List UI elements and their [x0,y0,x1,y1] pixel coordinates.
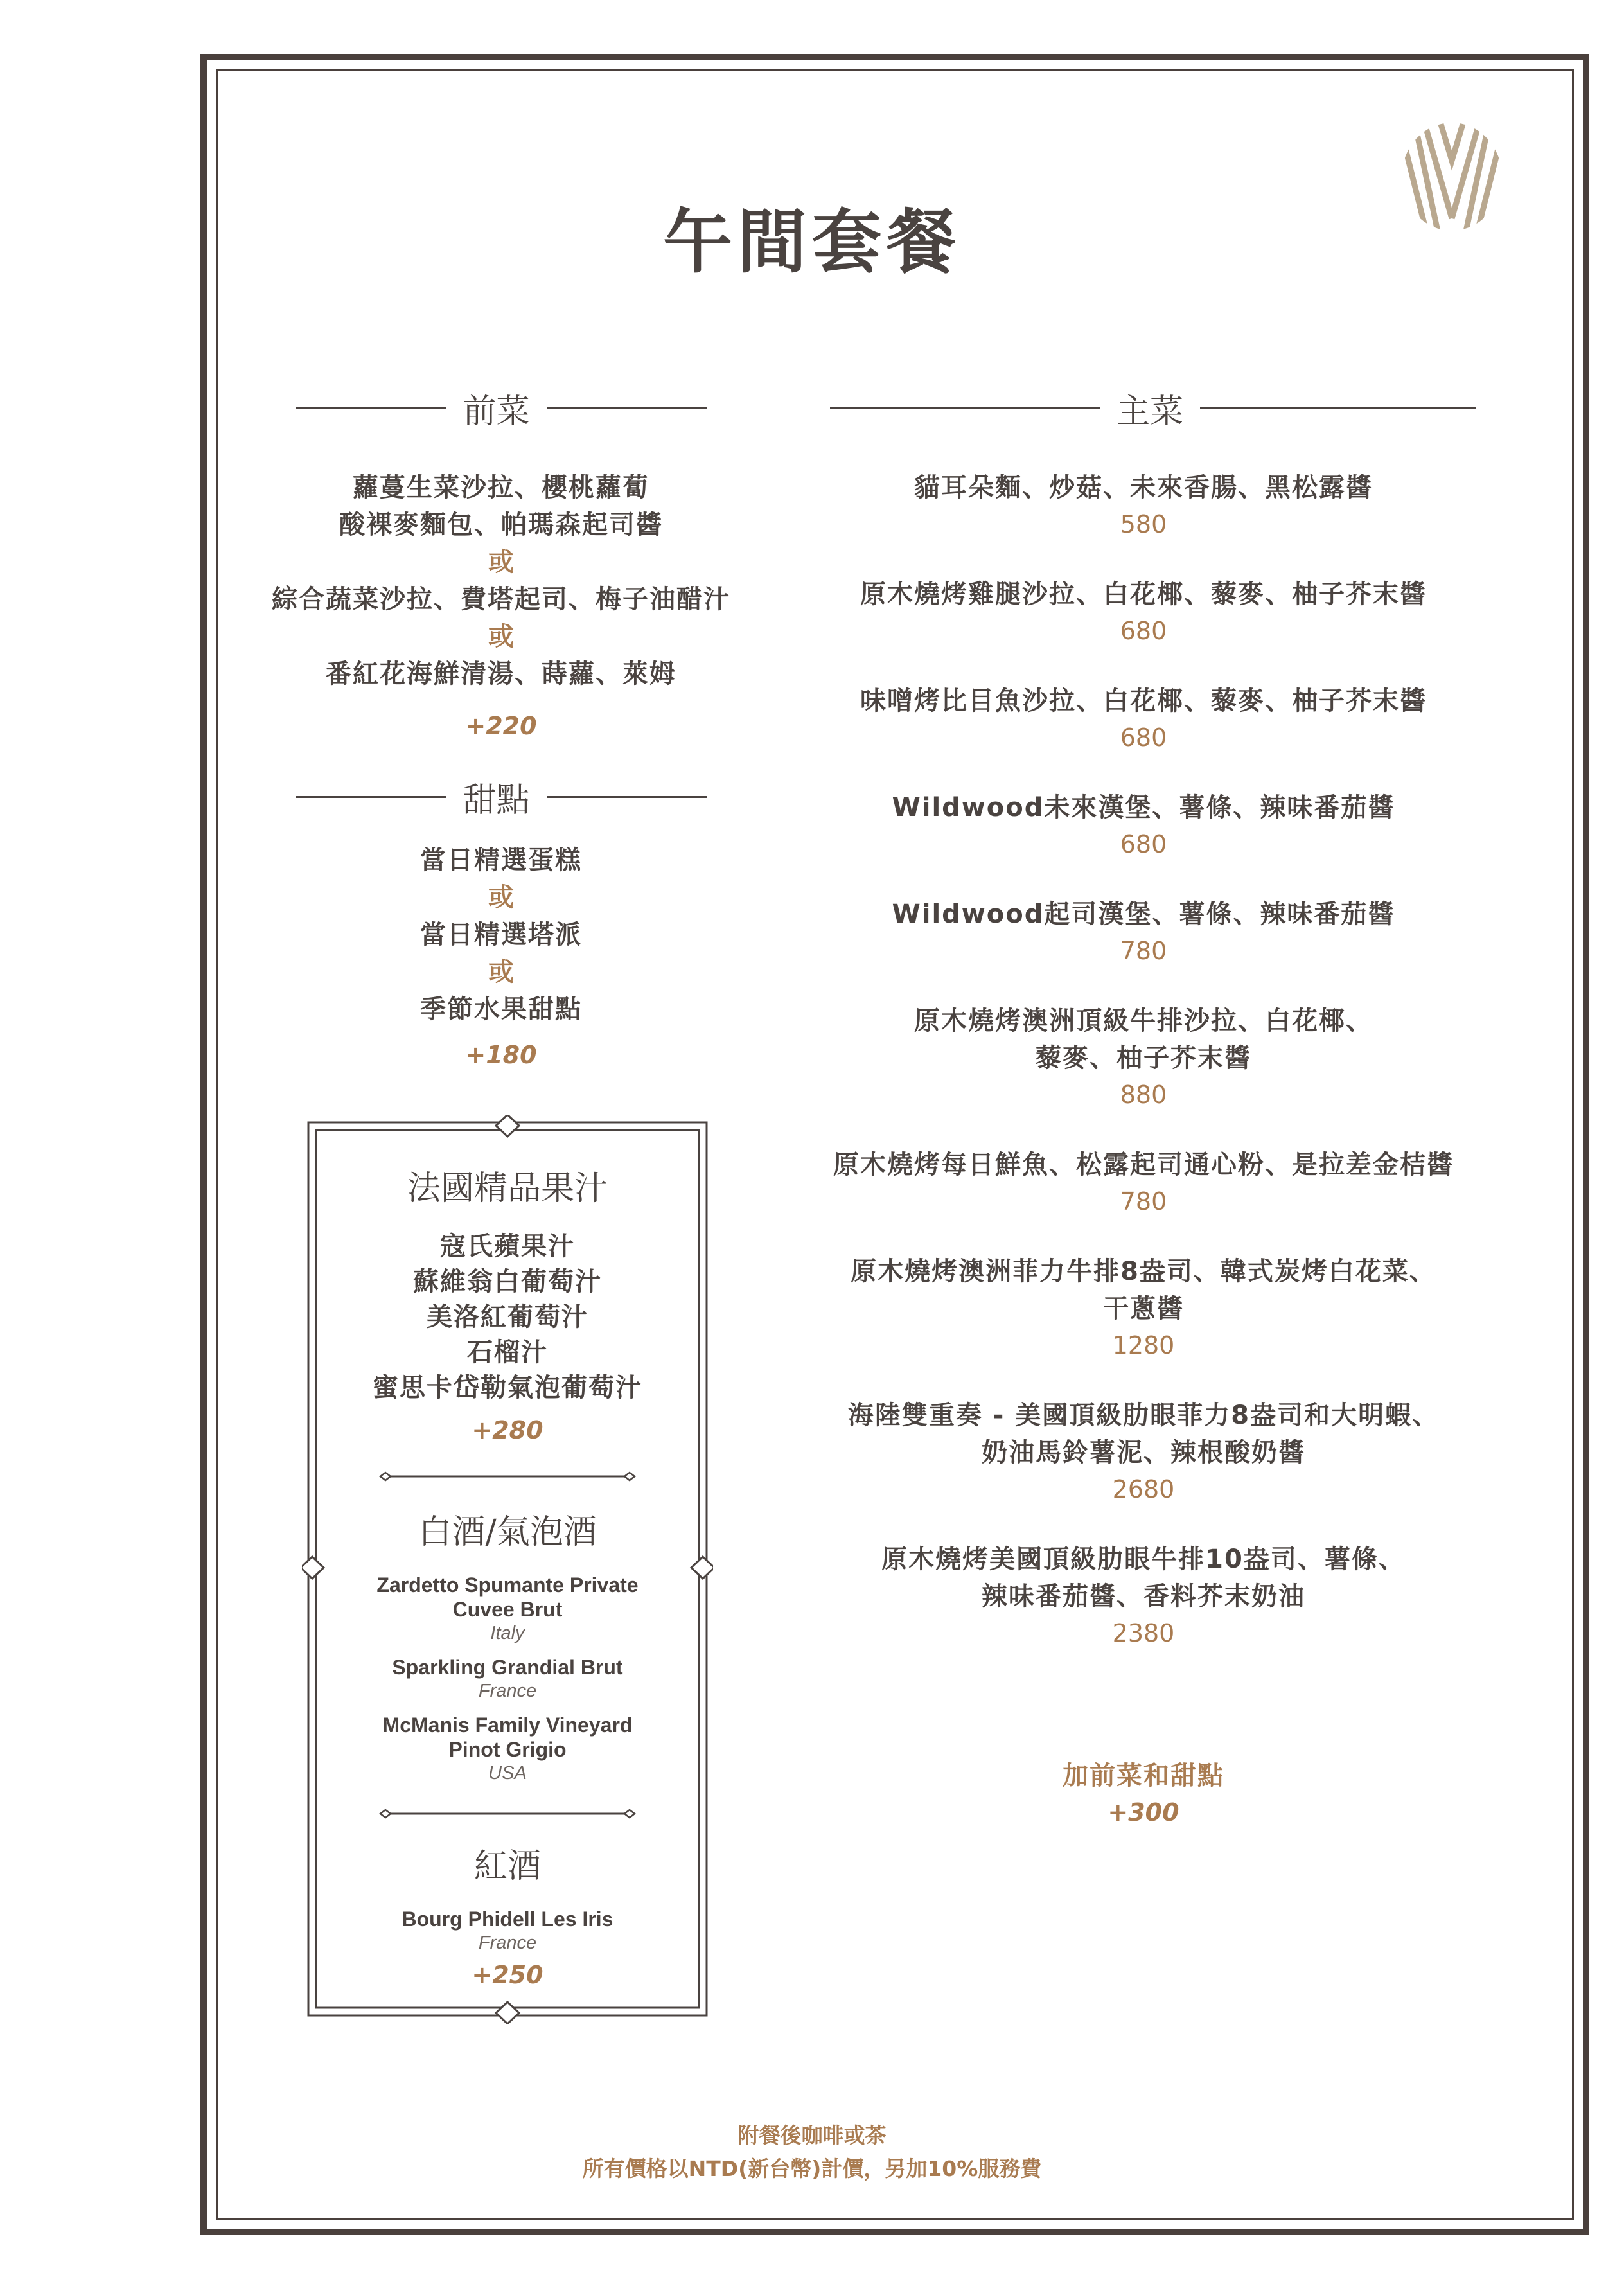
dessert-heading [296,774,707,819]
appetizer-heading [296,385,707,430]
wine-name: Pinot Grigio [448,1738,567,1761]
wine-name: Zardetto Spumante Private [376,1573,639,1597]
red-wine-section [302,1844,713,1993]
main-course-name: 味噌烤比目魚沙拉、白花椰、藜麥、柚子芥末醬 [860,686,1427,716]
juice-section [302,1166,713,1448]
main-course-name: 藜麥、柚子芥末醬 [1036,1043,1251,1073]
footer-price-note: 所有價格以NTD(新台幣)計價，另加10%服務費 [582,2156,1042,2181]
appetizer-addon-price: +220 [465,712,537,740]
wine-name: Bourg Phidell Les Iris [402,1908,613,1931]
juice-item: 石榴汁 [467,1338,548,1367]
white-wine-section [302,1510,713,1785]
main-course-price: 2380 [1112,1619,1175,1647]
white-wine-heading: 白酒/氣泡酒 [418,1513,597,1552]
main-course-item [790,576,1497,649]
main-course-name: 辣味番茄醬、香料芥末奶油 [982,1582,1305,1611]
page-title: 午間套餐 [662,202,961,283]
juice-item: 蜜思卡岱勒氣泡葡萄汁 [373,1373,642,1403]
main-addon [790,1757,1497,1830]
main-course-item [790,469,1497,542]
main-course-heading-label: 主菜 [1116,392,1183,431]
wine-price: +250 [472,1961,543,1989]
main-course-item [790,1146,1497,1219]
dessert-option-2: 當日精選塔派 [420,920,582,950]
main-course-price: 1280 [1112,1331,1175,1359]
juice-item: 蘇維翁白葡萄汁 [413,1267,602,1297]
juice-price: +280 [472,1416,543,1444]
main-course-name: Wildwood起司漢堡、薯條、辣味番茄醬 [892,899,1395,929]
appetizer-option-1-line-2: 酸裸麥麵包、帕瑪森起司醬 [339,510,663,540]
main-course-price: 880 [1120,1081,1167,1109]
juice-item: 寇氏蘋果汁 [440,1232,575,1261]
main-course-list [790,469,1497,1685]
juice-heading: 法國精品果汁 [407,1169,608,1208]
wine-name: McManis Family Vineyard [382,1713,633,1737]
main-course-price: 780 [1120,937,1167,965]
main-course-price: 680 [1120,723,1167,752]
or-separator: 或 [488,957,514,987]
main-course-heading [806,385,1500,430]
wine-origin: France [478,1933,537,1953]
dessert-option-3: 季節水果甜點 [420,995,582,1024]
drinks-panel [302,1115,713,2024]
juice-item: 美洛紅葡萄汁 [427,1302,588,1332]
footer-coffee-note: 附餐後咖啡或茶 [737,2123,887,2148]
main-course-item [790,1002,1497,1113]
main-course-name: 原木燒烤澳洲菲力牛排8盎司、韓式炭烤白花菜、 [851,1257,1436,1286]
appetizer-heading-label: 前菜 [463,392,530,431]
main-addon-price: +300 [1108,1798,1179,1827]
main-course-name: 原木燒烤澳洲頂級牛排沙拉、白花椰、 [914,1006,1373,1036]
main-course-name: 奶油馬鈴薯泥、辣根酸奶醬 [982,1438,1305,1467]
red-wine-heading: 紅酒 [473,1847,541,1886]
main-course-item [790,1253,1497,1363]
appetizer-option-3: 番紅花海鮮清湯、蒔蘿、萊姆 [326,659,676,689]
appetizer-option-1-line-1: 蘿蔓生菜沙拉、櫻桃蘿蔔 [353,473,649,502]
main-course-price: 780 [1120,1187,1167,1216]
main-course-name: 原木燒烤雞腿沙拉、白花椰、藜麥、柚子芥末醬 [860,580,1427,609]
dessert-addon-price: +180 [465,1041,537,1069]
appetizer-option-2: 綜合蔬菜沙拉、費塔起司、梅子油醋汁 [272,585,730,614]
main-course-item [790,789,1497,862]
wine-origin: Italy [490,1623,525,1643]
main-course-name: 海陸雙重奏 - 美國頂級肋眼菲力8盎司和大明蝦、 [847,1401,1440,1430]
appetizer-options [257,469,745,744]
main-course-name: 干蔥醬 [1103,1294,1184,1323]
main-course-item [790,896,1497,969]
main-course-item [790,1397,1497,1507]
main-course-price: 2680 [1112,1475,1175,1503]
main-course-price: 680 [1120,617,1167,645]
main-course-item [790,682,1497,756]
main-course-price: 680 [1120,830,1167,858]
main-course-item [790,1541,1497,1651]
footer-note [0,2119,1624,2186]
dessert-option-1: 當日精選蛋糕 [420,845,582,875]
main-course-name: Wildwood未來漢堡、薯條、辣味番茄醬 [892,793,1395,822]
wine-name: Cuvee Brut [452,1598,563,1621]
main-course-name: 貓耳朵麵、炒菇、未來香腸、黑松露醬 [914,473,1373,502]
or-separator: 或 [488,547,514,577]
or-separator: 或 [488,883,514,912]
dessert-options [257,842,745,1073]
dessert-heading-label: 甜點 [463,781,530,820]
main-course-price: 580 [1120,510,1167,538]
main-course-name: 原木燒烤每日鮮魚、松露起司通心粉、是拉差金桔醬 [833,1150,1454,1180]
main-addon-label: 加前菜和甜點 [1063,1761,1224,1791]
wine-origin: France [478,1681,537,1701]
main-course-name: 原木燒烤美國頂級肋眼牛排10盎司、薯條、 [881,1545,1406,1574]
wine-name: Sparkling Grandial Brut [392,1656,623,1679]
wine-origin: USA [488,1763,527,1784]
or-separator: 或 [488,622,514,651]
